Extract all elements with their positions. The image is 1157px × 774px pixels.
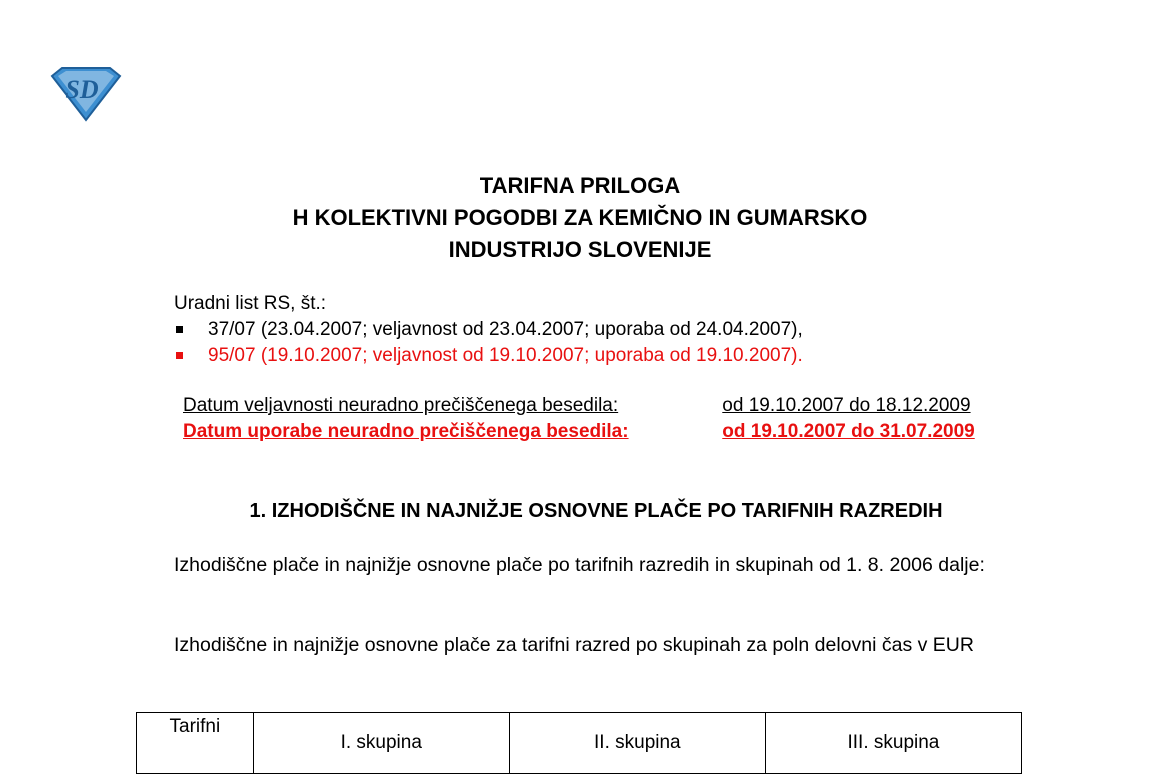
use-date-value: od 19.10.2007 do 31.07.2009 <box>722 421 975 442</box>
tariff-table <box>136 712 1022 774</box>
gazette-item <box>174 317 803 343</box>
header-group-2: II. skupina <box>509 713 765 774</box>
section-heading: 1. IZHODIŠČNE IN NAJNIŽJE OSNOVNE PLAČE PO TARIFNIH RAZREDIH <box>249 500 943 522</box>
use-date-label: Datum uporabe neuradno prečiščenega besedila: <box>183 421 629 442</box>
bullet-icon <box>176 326 183 333</box>
use-date-row <box>183 419 975 445</box>
official-gazette-references <box>174 291 803 369</box>
validity-date-label: Datum veljavnosti neuradno prečiščenega besedila: <box>183 395 619 416</box>
gazette-item <box>174 343 803 369</box>
validity-date-row <box>183 393 975 419</box>
gazette-item-text: 95/07 (19.10.2007; veljavnost od 19.10.2007; uporaba od 19.10.2007). <box>208 345 803 366</box>
title-line-3: INDUSTRIJO SLOVENIJE <box>448 237 712 262</box>
gazette-label: Uradni list RS, št.: <box>174 293 327 314</box>
header-tariff-class: Tarifni <box>137 713 254 774</box>
document-title <box>140 170 1020 266</box>
consolidated-text-dates <box>183 393 975 445</box>
paragraph: Izhodiščne in najnižje osnovne plače za tarifni razred po skupinah za poln delovni čas v EUR <box>174 634 974 656</box>
header-group-1: I. skupina <box>253 713 509 774</box>
table-header-row <box>137 713 1022 774</box>
paragraph: Izhodiščne plače in najnižje osnovne plače po tarifnih razredih in skupinah od 1. 8. 2006 dalje: <box>174 554 985 576</box>
header-group-3: III. skupina <box>765 713 1021 774</box>
title-line-2: H KOLEKTIVNI POGODBI ZA KEMIČNO IN GUMARSKO <box>292 205 868 230</box>
title-line-1: TARIFNA PRILOGA <box>479 173 681 198</box>
validity-date-value: od 19.10.2007 do 18.12.2009 <box>722 395 971 416</box>
company-logo <box>48 66 124 122</box>
svg-text:SD: SD <box>65 75 99 104</box>
bullet-icon <box>176 352 183 359</box>
gazette-item-text: 37/07 (23.04.2007; veljavnost od 23.04.2007; uporaba od 24.04.2007), <box>208 319 803 340</box>
